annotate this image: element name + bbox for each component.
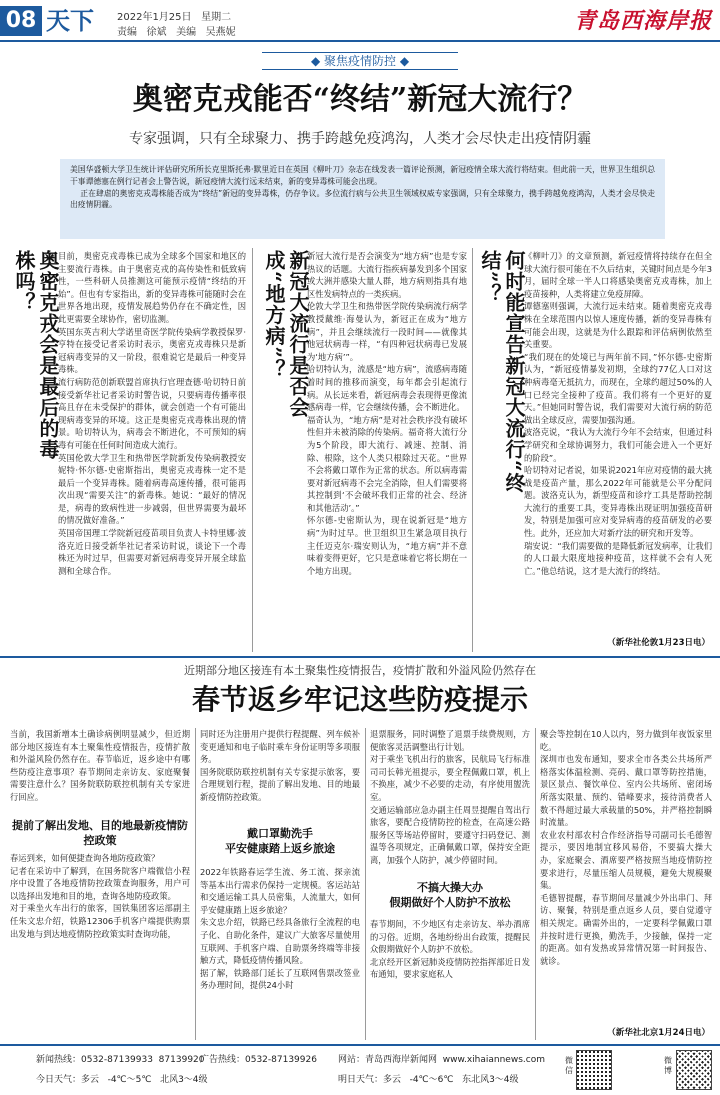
story2-col3-text2: 春节期间，不少地区有走亲访友、举办酒席的习俗。近期，各地纷纷出台政策，提醒民众假期做好个人防护不放松。 北京经开区新冠肺炎疫情防控指挥部近日发布通知，要求家庭私人 [370,919,530,980]
column-rule [535,728,536,1040]
topic-banner-text: 聚焦疫情防控 [323,54,396,68]
story1-col3-title: 何时能宣告新冠大流行“终结”？ [478,250,526,494]
weibo-label: 微博 [664,1056,672,1075]
story1-col1-text: 目前，奥密克戎毒株已成为全球多个国家和地区的主要流行毒株。由于奥密克戎的高传染性和低致病性，一些科研人员推测这可能预示疫情“终结的开始”。但也有专家指出，新的变异毒株可能随时会在世界各地出现，疫情发展趋势仍存在不确定性，因此更需要全球协作，密切监测。 英国东英吉利大学诺里奇医学院传染病学教授保罗·亨特在接受记者采访时表示，奥密克戎毒株只是新冠病毒变异的又一阶段，很难说它是最后一种变异毒株。 流行病防范创新联盟首席执行官理查德·哈切特日前接受新华社记者采访时警告说，只要病毒传播率很高且存在未受保护的群体，就会创造一个有可能出现病毒变异的环境。这正是奥密克戎毒株出现的情景。哈切特认为，病毒会不断进化，不可预知的病毒有可能在任何时间造成大流行。 英国伦敦大学卫生和热带医学院新发传染病教授安妮特·怀尔德-史密斯指出，奥密克戎毒株一定不是最后一个变异毒株。随着病毒高速传播，很可能再次出现“需要关注”的新毒株。她说：“最好的情况是，病毒的致病性进一步减弱，但世界需要为最坏的情况做好准备。” 英国帝国理工学院新冠疫苗项目负责人卡特里娜·波洛克近日接受新华社记者采访时说，谈论下一个毒株还为时过早，但需要对新冠病毒变异开展全球监测和全球合作。 [58,251,246,576]
story1-col3-text: 《柳叶刀》的文章预测，新冠疫情将持续存在但全球大流行很可能在不久后结束，关键时间点是今年3月，届时全球一半人口将感染奥密克戎毒株，加上疫苗接种，人类将建立免疫屏障。 谭德塞则强调，大流行远未结束。随着奥密克戎毒株在全球范围内以惊人速度传播，新的变异毒株有可能会出现，这就是为什么跟踪和评估病例依然至关重要。 “我们现在的处境已与两年前不同，”怀尔德-史密斯认为，“新冠疫情暴发初期，全球约77亿人口对这种病毒毫无抵抗力，而现在，全球约超过50%的人口已经完全接种了疫苗。我们将有一个更好的夏天。”但她同时警告说，我们需要对大流行病的防范做出全球反应，需要加强沟通。 波洛克说，“我认为大流行今年不会结束，但通过科学研究和全球协调努力，我们可能会进入一个更好的阶段”。 哈切特对记者说，如果说2021年应对疫情的最大挑战是疫苗产量，那么2022年可能就是公平分配问题。波洛克认为，新型疫苗和诊疗工具是帮助控制大流行的重要工具，变异毒株出现证明加强疫苗研发，特别是加强可应对变异病毒的疫苗研发的必要性。此外，还应加大对新疗法的研究和开发等。 瑞安说：“我们需要做的是降低新冠发病率，让我们的人口最大限度地接种疫苗，这样就不会有人死亡。”他总结说，这才是大流行的终结。 [524,251,712,576]
diamond-icon: ◆ [310,54,324,68]
weather-tomorrow: 明日天气：多云 -4℃～6℃ 东北风3～4级 [338,1075,519,1085]
page-number: 08 [0,6,42,36]
column-rule [252,248,253,652]
news-hotline: 新闻热线：0532-87139933 87139920 [36,1055,205,1065]
story1-subhead: 专家强调，只有全球聚力、携手跨越免疫鸿沟，人类才会尽快走出疫情阴霾 [129,131,591,147]
story2-col3-text: 退票服务，同时调整了退票手续费规则，方便旅客灵活调整出行计划。 对于乘坐飞机出行的旅客，民航局飞行标准司司长韩光祖提示，要全程佩戴口罩，机上不换座，减少不必要的走动，有序使用盥洗室。 交通运输部应急办副主任周昱提醒自驾出行旅客，要配合疫情防控的检查，在高速公路服务区等场站停留时，要遵守扫码登记、测温等各项规定，正确佩戴口罩，保持安全距离，加强个人防护，减少停留时间。 [370,729,530,865]
story2-col1-text: 当前，我国新增本土确诊病例明显减少，但近期部分地区接连有本土聚集性疫情报告，疫情扩散和外溢风险仍然存在。春节临近，返乡途中有哪些防疫注意事项？春节期间走亲访友、家庭聚餐需要注意什么？国务院联防联控机制有关专家进行回应。 [10,729,190,802]
weibo-qr-icon [676,1050,712,1090]
story2-col1-subhead: 提前了解出发地、目的地最新疫情防控政策 [12,819,188,847]
story2-col2-text2: 2022年铁路春运学生流、务工流、探亲流等基本出行需求仍保持一定规模。客运站站和交通运输工具人员密集，人流量大，如何乎安健康踏上返乡旅途？ 朱文忠介绍，铁路已经具备旅行全流程的电子化、自助化条件，建议广大旅客尽量使用互联网、手机客户端、自助票务终端等非接触方式，降低疫情传播风险。 据了解，铁路部门延长了互联网售票改签业务办理时间，提供24小时 [200,867,360,991]
story2-col3-subhead: 不搞大操大办 假期做好个人防护不放松 [389,881,511,909]
column-rule [365,728,366,1040]
topic-banner [262,52,458,70]
diamond-icon: ◆ [396,54,410,68]
story2-col4-text: 聚会等控制在10人以内，努力做到年夜饭家里吃。 深圳市也发布通知，要求全市各类公共场所严格落实体温检测、亮码、戴口罩等防控措施，景区景点、餐饮单位、室内公共场所、密闭场所落实限量、预约、错峰要求，接待消费者人数不得超过最大承载量的50%，并严格控制瞬时流量。 农业农村部农村合作经济指导司副司长毛德智提示，要因地制宜移风易俗，不要搞大操大办，家庭聚会、酒席要严格按照当地疫情防控要求进行，尽量压缩人员规模，避免大规模聚集。 毛德智提醒，春节期间尽量减少外出串门、拜访、聚餐，特别是重点返乡人员，要自觉遵守相关规定。确需外出的，一定要科学佩戴口罩并按时进行更换，勤洗手，少接触，保持一定的距离。如有发热或异常情况第一时间报告、就诊。 [540,729,712,966]
website-line: 网站：青岛西海岸新闻网 www.xihaiannews.com [338,1055,545,1065]
column-rule [195,728,196,1040]
weather-today: 今日天气：多云 -4℃～5℃ 北风3～4级 [36,1075,208,1085]
story1-col2-title: 新冠大流行是否会成“地方病”？ [262,250,310,418]
editors-line: 责编 徐斌 美编 吴燕妮 [117,27,236,38]
story2-col2-text: 同时还为注册用户提供行程提醒、列车候补变更通知和电子临时乘车身份证明等多项服务。 国务院联防联控机制有关专家提示旅客，要合理规划行程，提前了解出发地、目的地最新疫情防控政策。 [200,729,360,802]
story2-col2-subhead: 戴口罩勤洗手 平安健康踏上返乡旅途 [225,827,335,855]
story1-col1-title: 奥密克戎会是最后的毒株吗？ [12,250,60,460]
story2-headline: 春节返乡牢记这些防疫提示 [191,683,528,716]
story2-byline: （新华社北京1月24日电） [607,1028,710,1038]
column-rule [472,248,473,652]
masthead-logo: 青岛西海岸报 [573,8,712,34]
story1-byline: （新华社伦敦1月23日电） [607,638,710,648]
story1-lead-box [60,159,665,239]
header-rule [0,40,720,42]
issue-date: 2022年1月25日 星期二 [117,12,232,23]
section-title: 天下 [46,6,94,35]
story1-col2-text: 新冠大流行是否会演变为“地方病”也是专家热议的话题。大流行指疾病暴发到多个国家或大洲并感染大量人群，地方病则指具有地区性发病特点的一类疾病。 伦敦大学卫生和热带医学院传染病流行病学教授戴维·海曼认为，新冠正在成为“地方病”，并且会继续流行一段时间——就像其他冠状病毒一样，“有四种冠状病毒已发展为‘地方病’”。 哈切特认为，流感是“地方病”，流感病毒随着时间的推移而演变，每年都会引起流行病。从长远来看，新冠病毒会表现得更像流感病毒一样，它会继续传播，会不断进化。 福奇认为，“地方病”是对社会秩序没有破坏性但并未被消除的传染病。福奇将大流行分为5个阶段，即大流行、减速、控制、消除、根除，这个人类只根除过天花。“世界不会将戴口罩作为正常的状态。所以病毒需要对新冠病毒不会完全消除，但人们需要将其控制到‘不会破坏我们正常的社会、经济和其他活动’。” 怀尔德-史密斯认为，现在说新冠是“地方病”为时过早。世卫组织卫生紧急项目执行主任迈克尔·瑞安则认为，“地方病”并不意味着变得更好，它只是意味着它将长期在一个地方出现。 [307,251,467,576]
story1-headline: 奥密克戎能否“终结”新冠大流行？ [132,82,588,117]
story2-top-rule [0,656,720,658]
story1-lead: 美国华盛顿大学卫生统计评估研究所所长克里斯托弗·默里近日在英国《柳叶刀》杂志在线发表一篇评论预测，新冠疫情全球大流行将结束。但此前一天，世界卫生组织总干事谭德塞在例行记者会上警告说，新冠疫情大流行远未结束，新的变异毒株可能会出现。 正在肆虐的奥密克戎毒株能否成为“终结”新冠的变异毒株，仍存争议。多位流行病与公共卫生领域权威专家强调，只有全球聚力，携手跨越免疫鸿沟，人类才会尽快走出疫情阴霾。 [70,165,655,210]
story2-col1-text2: 春运到来，如何便捷查询各地防疫政策？ 记者在采访中了解到，在国务院客户端微信小程序中设置了各地疫情防控政策查询服务，用户可以选择出发地和目的地，查询各地防疫政策。 对于乘坐火车出行的旅客，国铁集团客运部副主任朱文忠介绍，铁路12306手机客户端提供购票出发地与到达地疫情防控政策实时查询功能， [10,853,190,939]
story2-kicker: 近期部分地区接连有本土聚集性疫情报告，疫情扩散和外溢风险仍然存在 [184,664,536,677]
wechat-label: 微信 [565,1056,573,1075]
footer-rule [0,1044,720,1046]
ad-hotline: 广告热线：0532-87139926 [200,1055,317,1065]
wechat-qr-icon [576,1050,612,1090]
